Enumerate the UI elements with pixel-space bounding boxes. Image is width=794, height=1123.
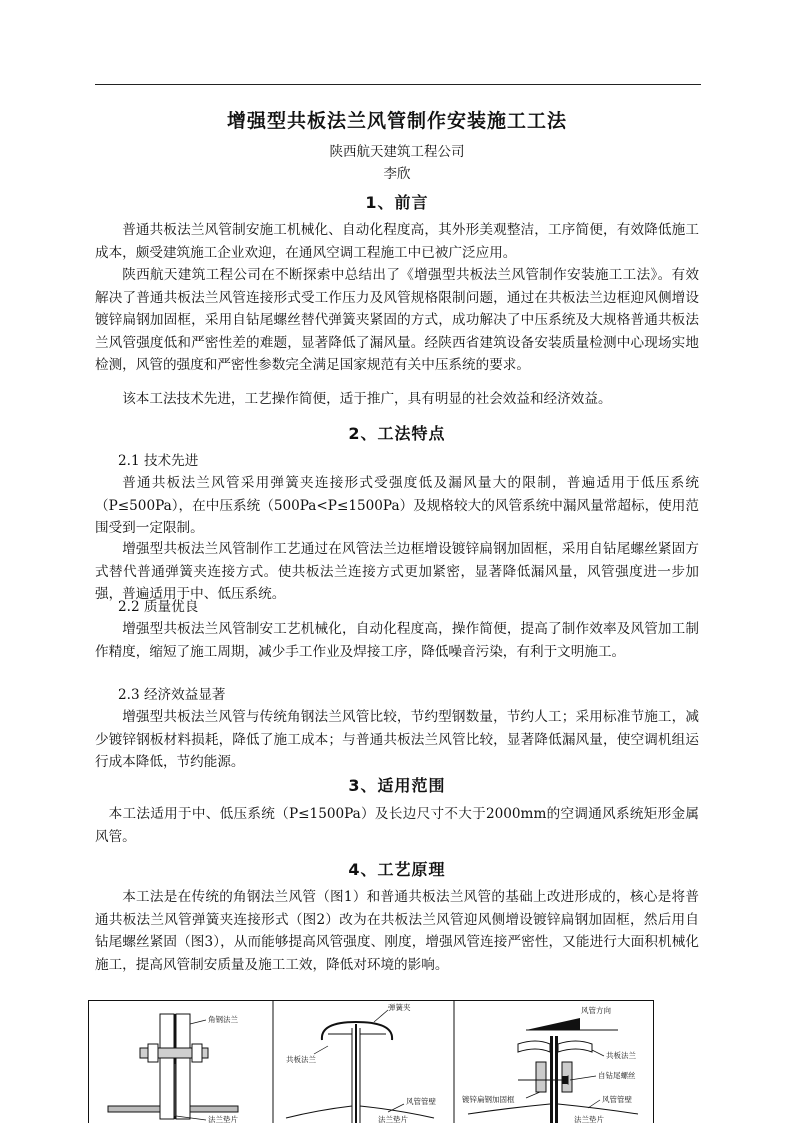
process-figures <box>88 1000 654 1123</box>
figure-2-spring-clip-flange <box>286 1002 436 1123</box>
subsection-2-3-title: 2.3 经济效益显著 <box>118 687 226 703</box>
section-3-paragraph: 本工法适用于中、低压系统（P≤1500Pa）及长边尺寸不大于2000mm的空调通风系统矩形金属风管。 <box>95 806 699 845</box>
section-1-paragraph-1: 普通共板法兰风管制安施工机械化、自动化程度高，其外形美观整洁，工序简便，有效降低施工成本，颇受建筑施工企业欢迎，在通风空调工程施工中已被广泛应用。 <box>95 222 699 261</box>
document-title: 增强型共板法兰风管制作安装施工工法 <box>226 110 567 132</box>
fig3-label-duct: 风管管壁 <box>602 1095 632 1104</box>
fig3-label-wind: 风管方向 <box>581 1006 611 1015</box>
section-4-heading: 4、工艺原理 <box>348 860 446 879</box>
section-2-heading: 2、工法特点 <box>348 424 446 443</box>
fig2-label-flange: 共板法兰 <box>286 1055 316 1064</box>
header-rule <box>95 84 701 85</box>
fig2-label-gasket: 法兰垫片 <box>378 1115 408 1123</box>
section-1-heading: 1、前言 <box>365 193 429 212</box>
subsection-2-2-title: 2.2 质量优良 <box>118 599 199 615</box>
section-2-1-paragraph-2: 增强型共板法兰风管制作工艺通过在风管法兰边框增设镀锌扁钢加固框，采用自钻尾螺丝紧固方式替代普通弹簧夹连接方式。使共板法兰连接方式更加紧密，显著降低漏风量，风管强度进一步加强，普遍适用于中、低压系统。 <box>95 541 699 602</box>
fig3-label-screw: 自钻尾螺丝 <box>598 1071 636 1080</box>
section-1-paragraph-3: 该本工法技术先进，工艺操作简便，适于推广，具有明显的社会效益和经济效益。 <box>122 391 612 407</box>
fig2-label-clip: 弹簧夹 <box>388 1003 411 1012</box>
figure-3-reinforced-flange <box>462 1005 638 1123</box>
wind-direction-arrow <box>526 1018 580 1030</box>
fig3-label-gasket: 法兰垫片 <box>574 1115 604 1123</box>
company-name: 陕西航天建筑工程公司 <box>329 144 465 160</box>
section-2-1-paragraph-1: 普通共板法兰风管采用弹簧夹连接形式受强度低及漏风量大的限制，普遍适用于低压系统（P≤500Pa），在中压系统（500Pa<P≤1500Pa）及规格较大的风管系统中漏风量常超标，使用范围受到一定限制。 <box>95 475 699 536</box>
section-2-3-paragraph: 增强型共板法兰风管与传统角钢法兰风管比较，节约型钢数量，节约人工；采用标准节施工，减少镀锌钢板材料损耗，降低了施工成本；与普通共板法兰风管比较，显著降低漏风量，使空调机组运行成本降低，节约能源。 <box>95 709 699 770</box>
figures-svg <box>88 1000 654 1123</box>
fig3-label-flange: 共板法兰 <box>606 1051 636 1060</box>
fig3-label-bar: 镀锌扁钢加固框 <box>462 1095 515 1104</box>
fig1-label-flange: 角钢法兰 <box>208 1015 238 1024</box>
section-3-heading: 3、适用范围 <box>348 776 446 795</box>
author-name: 李欣 <box>383 166 411 182</box>
figure-1-angle-steel-flange <box>108 1014 238 1123</box>
fig2-label-duct: 风管管壁 <box>406 1097 436 1106</box>
section-4-paragraph: 本工法是在传统的角钢法兰风管（图1）和普通共板法兰风管的基础上改进形成的，核心是将普通共板法兰风管弹簧夹连接形式（图2）改为在共板法兰风管迎风侧增设镀锌扁钢加固框，然后用自钻尾螺丝紧固（图3），从而能够提高风管强度、刚度，增强风管连接严密性，又能进行大面积机械化施工，提高风管制安质量及施工工效，降低对环境的影响。 <box>95 889 699 973</box>
section-2-2-paragraph: 增强型共板法兰风管制安工艺机械化，自动化程度高，操作简便，提高了制作效率及风管加工制作精度，缩短了施工周期，减少手工作业及焊接工序，降低噪音污染，有利于文明施工。 <box>95 621 699 660</box>
section-1-paragraph-2: 陕西航天建筑工程公司在不断探索中总结出了《增强型共板法兰风管制作安装施工工法》。有效解决了普通共板法兰风管连接形式受工作压力及风管规格限制问题，通过在共板法兰边框迎风侧增设镀锌扁钢加固框，采用自钻尾螺丝替代弹簧夹紧固的方式，成功解决了中压系统及大规格普通共板法兰风管强度低和严密性差的难题，显著降低了漏风量。经陕西省建筑设备安装质量检测中心现场实地检测，风管的强度和严密性参数完全满足国家规范有关中压系统的要求。 <box>95 267 699 373</box>
fig1-label-gasket: 法兰垫片 <box>208 1115 238 1123</box>
subsection-2-1-title: 2.1 技术先进 <box>118 453 199 469</box>
